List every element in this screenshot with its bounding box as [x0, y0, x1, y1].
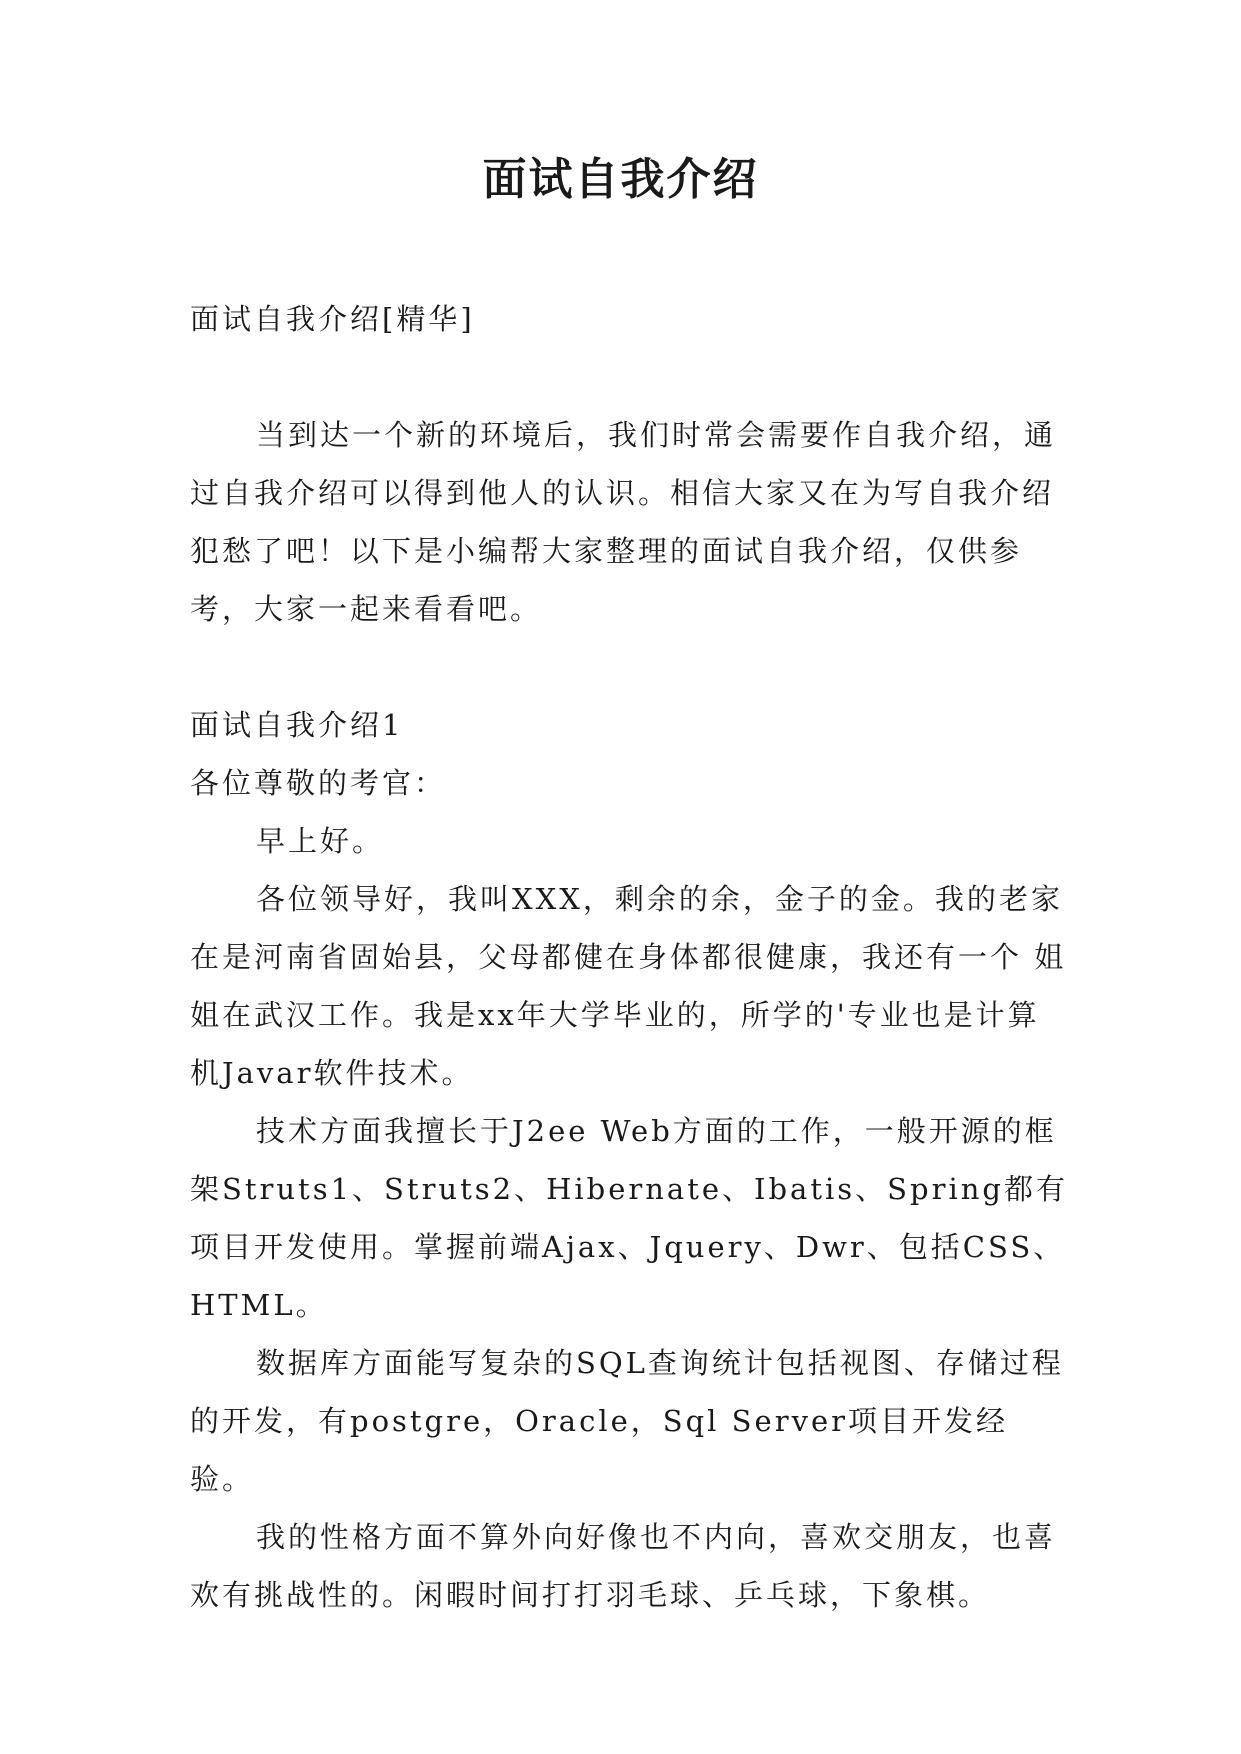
document-subtitle: 面试自我介绍[精华]	[190, 302, 475, 336]
section-heading: 面试自我介绍1	[190, 708, 404, 742]
paragraph-technical-skills: 技术方面我擅长于J2ee Web方面的工作，一般开源的框架Struts1、Struts2、Hibernate、Ibatis、Spring都有项目开发使用。掌握前端Ajax、Jquery、Dwr、包括CSS、HTML。	[190, 1114, 1068, 1322]
paragraph-background: 各位领导好，我叫XXX，剩余的余，金子的金。我的老家在是河南省固始县，父母都健在身体都很健康，我还有一个 姐姐在武汉工作。我是xx年大学毕业的，所学的'专业也是计算机Javar软件技术。	[190, 882, 1067, 1090]
intro-paragraph: 当到达一个新的环境后，我们时常会需要作自我介绍，通过自我介绍可以得到他人的认识。相信大家又在为写自我介绍犯愁了吧！以下是小编帮大家整理的面试自我介绍，仅供参考，大家一起来看看吧。	[190, 418, 1057, 626]
document-title: 面试自我介绍	[482, 154, 759, 205]
salutation: 各位尊敬的考官：	[190, 766, 447, 800]
paragraph-personality: 我的性格方面不算外向好像也不内向，喜欢交朋友，也喜欢有挑战性的。闲暇时间打打羽毛球、乒乓球，下象棋。	[190, 1520, 1057, 1612]
section-body	[190, 696, 1070, 1624]
paragraph-database-skills: 数据库方面能写复杂的SQL查询统计包括视图、存储过程的开发，有postgre，Oracle，Sql Server项目开发经验。	[190, 1346, 1064, 1496]
paragraph-greeting: 早上好。	[256, 824, 385, 858]
